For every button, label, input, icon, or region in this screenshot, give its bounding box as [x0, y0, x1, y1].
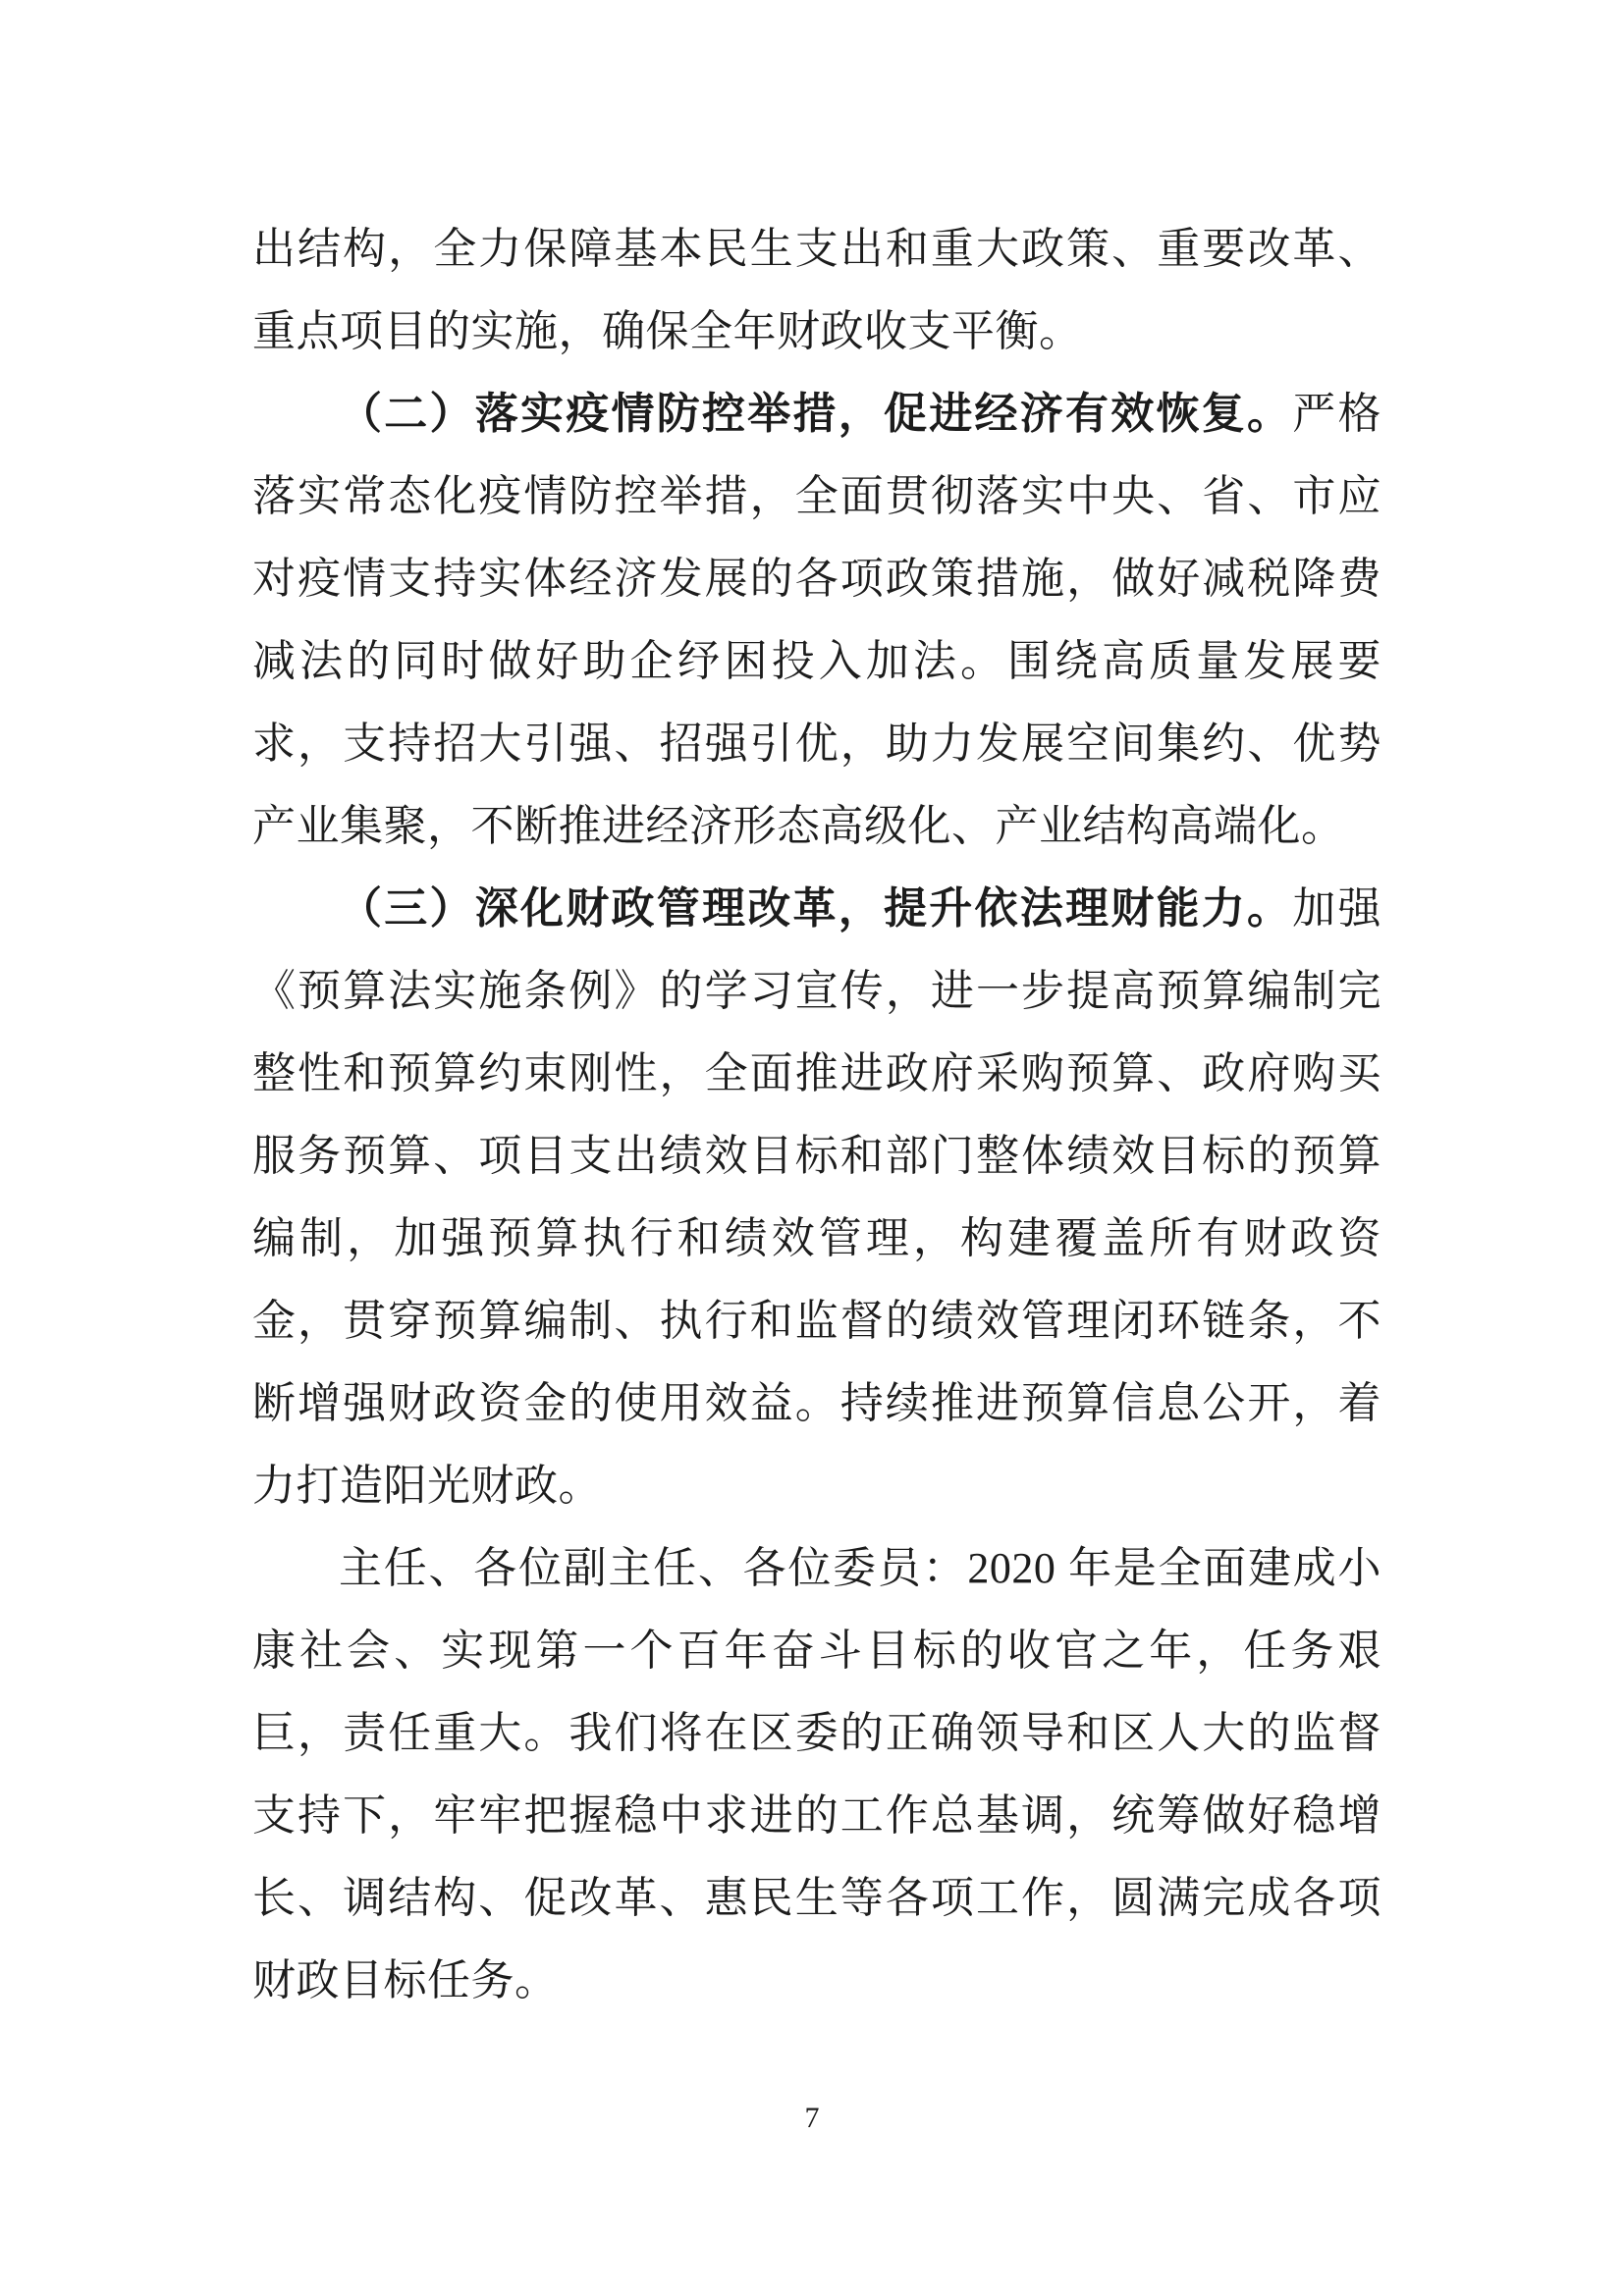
paragraph-text: 出结构，全力保障基本民生支出和重大政策、重要改革、重点项目的实施，确保全年财政收支平衡。 [252, 225, 1381, 355]
paragraph-closing [252, 1527, 1381, 2022]
paragraph-text: 主任、各位副主任、各位委员：2020 年是全面建成小康社会、实现第一个百年奋斗目标的收官之年，任务艰巨，责任重大。我们将在区委的正确领导和区人大的监督支持下，牢牢把握稳中求进的工作总基调，统筹做好稳增长、调结构、促改革、惠民生等各项工作，圆满完成各项财政目标任务。 [252, 1544, 1381, 2004]
page-number: 7 [804, 2102, 820, 2134]
section-heading-2: （二）落实疫情防控举措，促进经济有效恢复。 [339, 390, 1293, 438]
paragraph-text: 加强《预算法实施条例》的学习宣传，进一步提高预算编制完整性和预算约束刚性，全面推进政府采购预算、政府购买服务预算、项目支出绩效目标和部门整体绩效目标的预算编制，加强预算执行和绩效管理，构建覆盖所有财政资金，贯穿预算编制、执行和监督的绩效管理闭环链条，不断增强财政资金的使用效益。持续推进预算信息公开，着力打造阳光财政。 [252, 884, 1381, 1510]
paragraph-section-2 [252, 373, 1381, 868]
paragraph-continuation [252, 208, 1381, 373]
section-heading-3: （三）深化财政管理改革，提升依法理财能力。 [339, 884, 1293, 933]
page-footer [0, 2099, 1624, 2138]
paragraph-text: 严格落实常态化疫情防控举措，全面贯彻落实中央、省、市应对疫情支持实体经济发展的各项政策措施，做好减税降费减法的同时做好助企纾困投入加法。围绕高质量发展要求，支持招大引强、招强引优，助力发展空间集约、优势产业集聚，不断推进经济形态高级化、产业结构高端化。 [252, 390, 1381, 850]
document-body [252, 208, 1381, 2022]
paragraph-section-3 [252, 868, 1381, 1527]
